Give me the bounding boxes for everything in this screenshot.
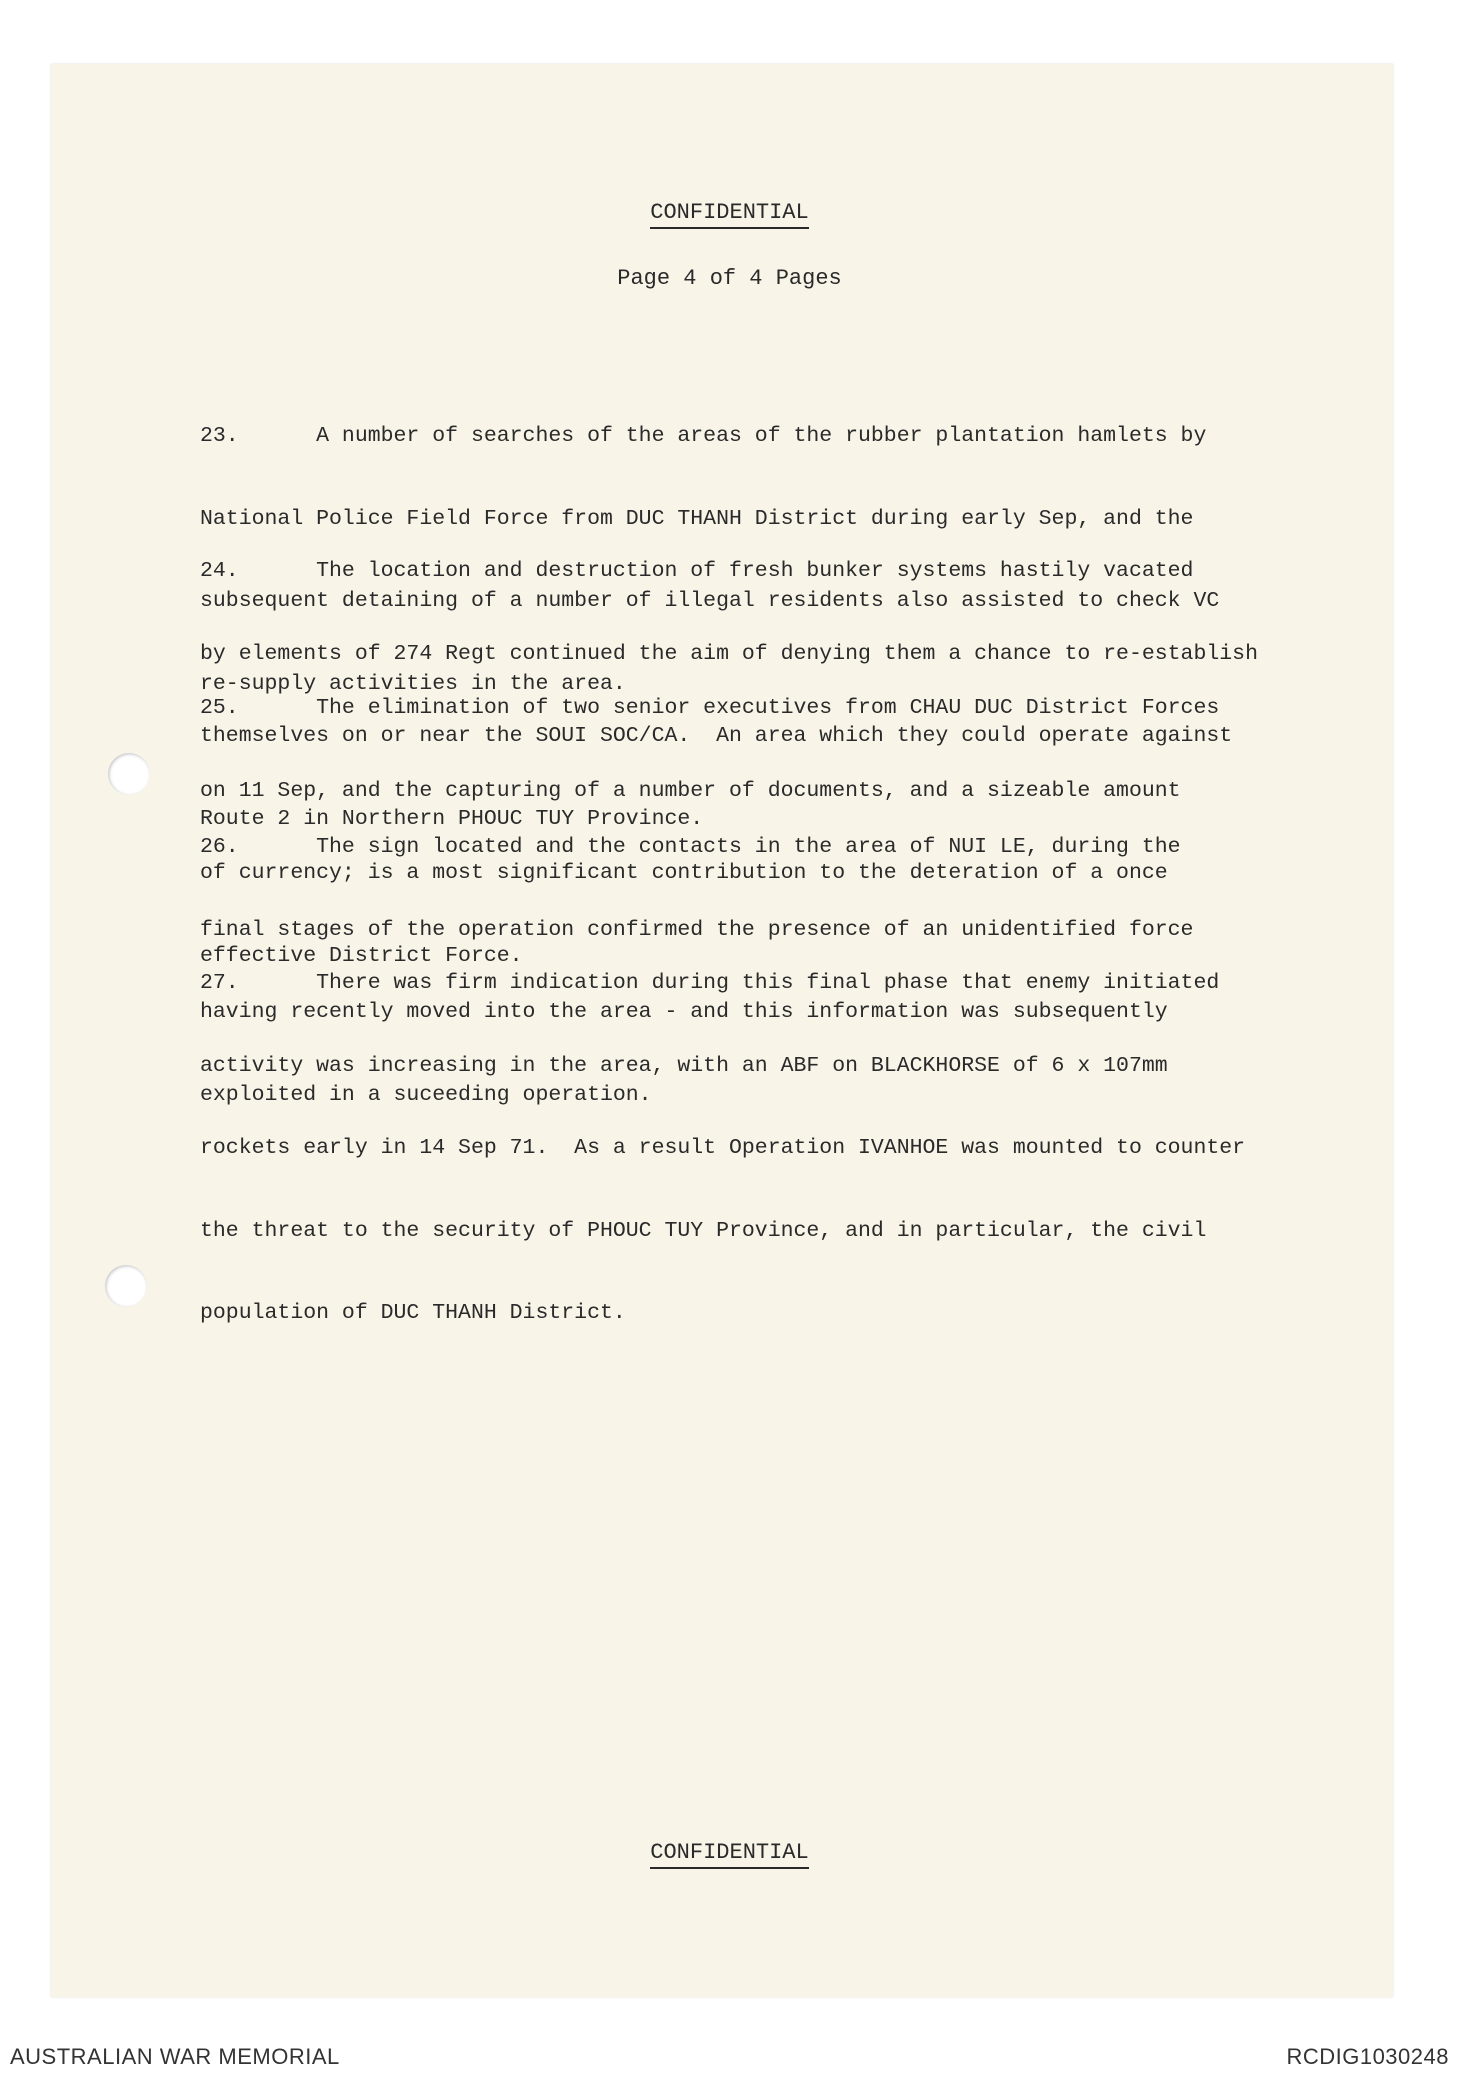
paragraph-line: exploited in a suceeding operation. <box>200 1082 652 1107</box>
archive-caption-right: RCDIG1030248 <box>1286 2044 1449 2069</box>
punch-hole <box>108 753 150 795</box>
classification-footer-text: CONFIDENTIAL <box>650 1840 808 1869</box>
paragraph-line: National Police Field Force from DUC THANH District during early Sep, and the <box>200 506 1194 531</box>
paragraph-line: Route 2 in Northern PHOUC TUY Province. <box>200 806 704 831</box>
paragraph-line: population of DUC THANH District. <box>200 1301 626 1325</box>
paragraph-line: re-supply activities in the area. <box>200 671 626 696</box>
paragraph-line: 25. The elimination of two senior executives from CHAU DUC District Forces <box>200 696 1220 720</box>
paragraph-line: 24. The location and destruction of fresh bunker systems hastily vacated <box>200 559 1194 583</box>
classification-header-text: CONFIDENTIAL <box>650 200 808 229</box>
classification-footer <box>0 1840 1459 1865</box>
paragraph-line: effective District Force. <box>200 943 523 968</box>
paragraph-line: rockets early in 14 Sep 71. As a result Operation IVANHOE was mounted to counter <box>200 1136 1246 1160</box>
paragraph-line: 26. The sign located and the contacts in the area of NUI LE, during the <box>200 835 1181 859</box>
paragraph-line: themselves on or near the SOUI SOC/CA. An area which they could operate against <box>200 724 1233 748</box>
punch-hole <box>105 1265 147 1307</box>
paragraph-line: the threat to the security of PHOUC TUY Province, and in particular, the civil <box>200 1218 1207 1243</box>
page-label: Page 4 of 4 Pages <box>617 266 842 291</box>
paragraph-line: by elements of 274 Regt continued the aim of denying them a chance to re-establish <box>200 641 1258 666</box>
archive-caption-left: AUSTRALIAN WAR MEMORIAL <box>10 2044 340 2069</box>
paragraph-line: 27. There was firm indication during this final phase that enemy initiated <box>200 971 1220 995</box>
paragraph-line: activity was increasing in the area, with an ABF on BLACKHORSE of 6 x 107mm <box>200 1053 1168 1078</box>
paragraph-line: on 11 Sep, and the capturing of a number of documents, and a sizeable amount <box>200 778 1181 803</box>
paragraph-line: subsequent detaining of a number of illegal residents also assisted to check VC <box>200 589 1220 613</box>
paragraph-line: having recently moved into the area - and this information was subsequently <box>200 1000 1168 1024</box>
paragraph-line: of currency; is a most significant contribution to the deteration of a once <box>200 861 1168 885</box>
paragraph-line: final stages of the operation confirmed the presence of an unidentified force <box>200 917 1194 942</box>
paragraph-27 <box>200 915 1320 1355</box>
classification-header <box>0 200 1459 225</box>
paragraph-line: 23. A number of searches of the areas of the rubber plantation hamlets by <box>200 424 1207 448</box>
